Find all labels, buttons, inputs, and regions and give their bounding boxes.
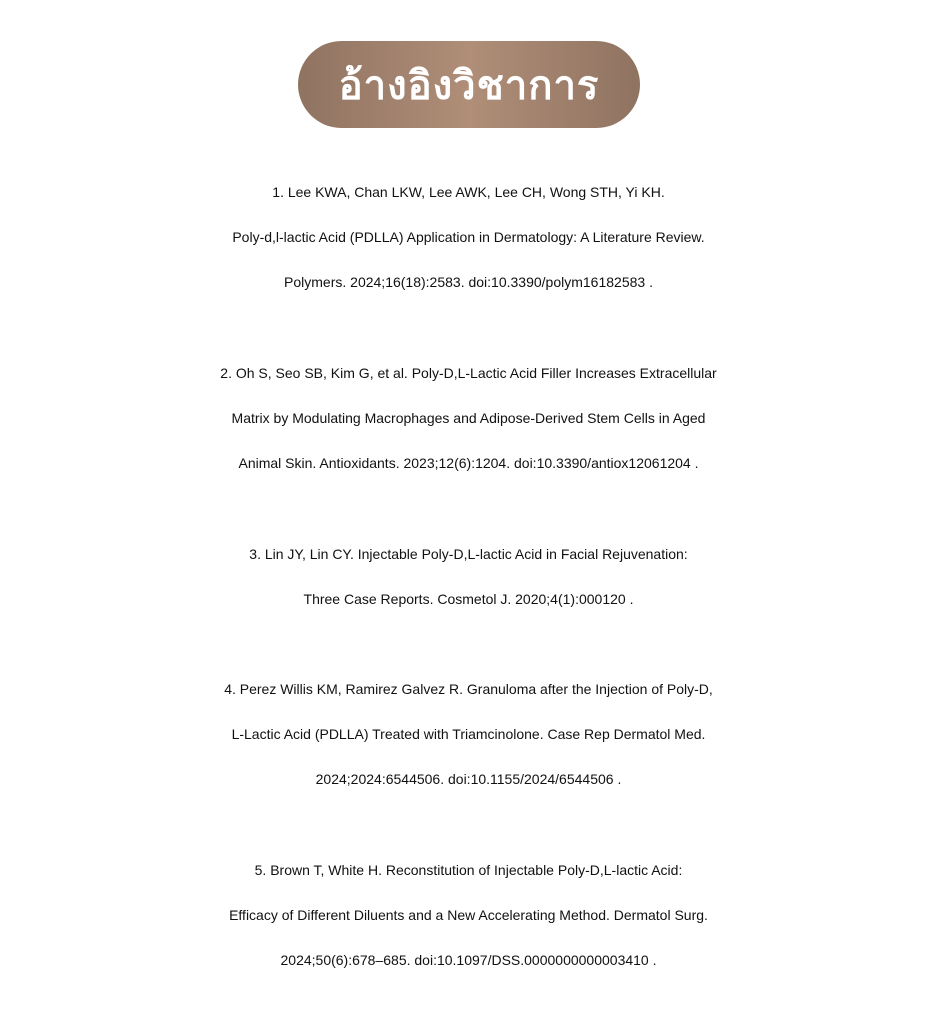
- reference-item-1: [0, 170, 937, 305]
- reference-line: Poly-d,l-lactic Acid (PDLLA) Application in Dermatology: A Literature Review.: [232, 229, 705, 245]
- reference-line: Matrix by Modulating Macrophages and Adipose-Derived Stem Cells in Aged: [231, 410, 706, 426]
- reference-line: 4. Perez Willis KM, Ramirez Galvez R. Granuloma after the Injection of Poly-D,: [224, 681, 713, 697]
- section-title: อ้างอิงวิชาการ: [338, 62, 600, 109]
- section-title-pill: [298, 41, 640, 128]
- reference-line: 2024;50(6):678–685. doi:10.1097/DSS.0000000000003410 .: [280, 952, 657, 968]
- reference-line: Three Case Reports. Cosmetol J. 2020;4(1):000120 .: [303, 591, 634, 607]
- reference-item-4: [0, 667, 937, 802]
- reference-item-3: [0, 532, 937, 622]
- reference-item-2: [0, 351, 937, 486]
- reference-line: 3. Lin JY, Lin CY. Injectable Poly-D,L-lactic Acid in Facial Rejuvenation:: [249, 546, 688, 562]
- reference-line: L-Lactic Acid (PDLLA) Treated with Triamcinolone. Case Rep Dermatol Med.: [231, 726, 706, 742]
- reference-line: 2. Oh S, Seo SB, Kim G, et al. Poly-D,L-Lactic Acid Filler Increases Extracellular: [220, 365, 717, 381]
- reference-item-5: [0, 848, 937, 983]
- reference-line: Animal Skin. Antioxidants. 2023;12(6):1204. doi:10.3390/antiox12061204 .: [238, 455, 699, 471]
- reference-line: Polymers. 2024;16(18):2583. doi:10.3390/polym16182583 .: [284, 274, 653, 290]
- reference-line: 5. Brown T, White H. Reconstitution of Injectable Poly-D,L-lactic Acid:: [254, 862, 683, 878]
- reference-line: 1. Lee KWA, Chan LKW, Lee AWK, Lee CH, Wong STH, Yi KH.: [272, 184, 665, 200]
- reference-line: 2024;2024:6544506. doi:10.1155/2024/6544506 .: [315, 771, 622, 787]
- reference-line: Efficacy of Different Diluents and a New Accelerating Method. Dermatol Surg.: [229, 907, 708, 923]
